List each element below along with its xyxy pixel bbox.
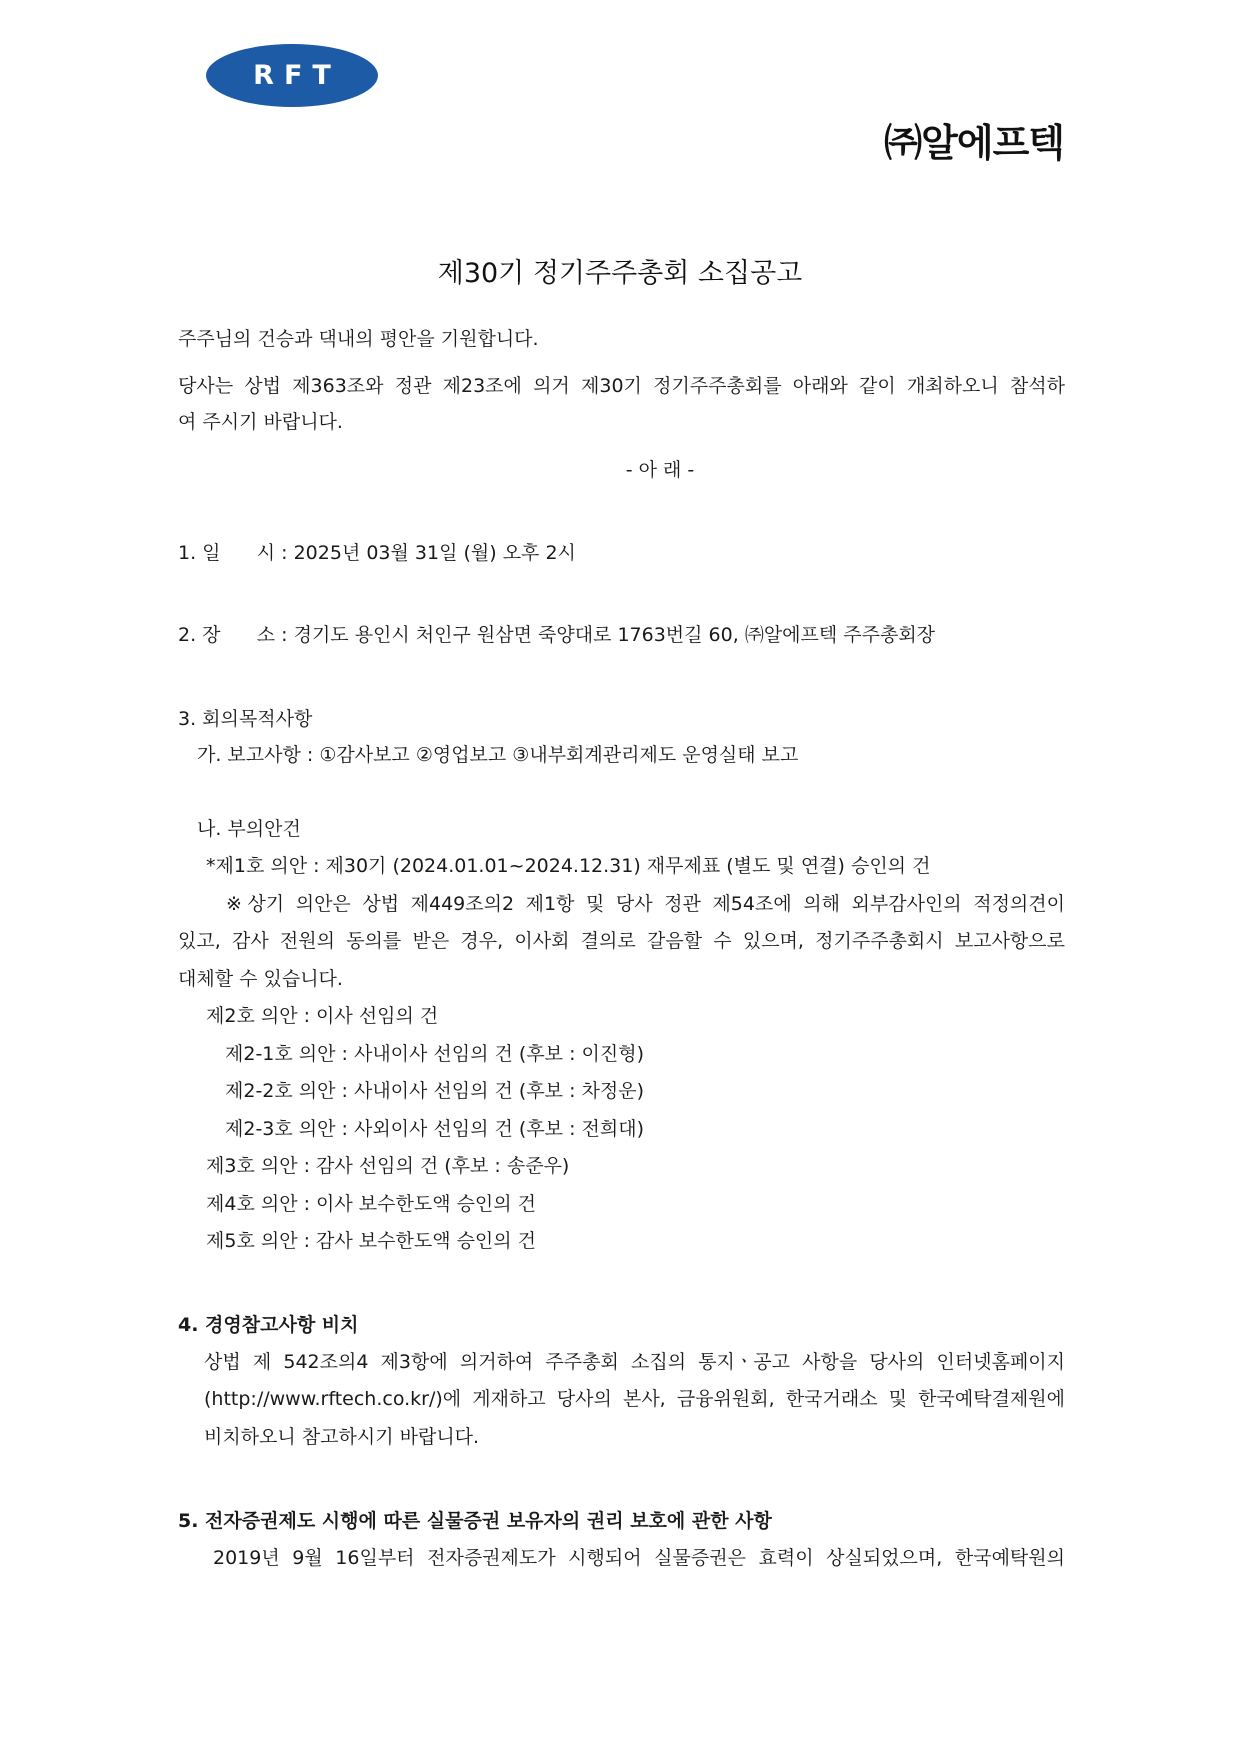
note-line-1: ※상기 의안은 상법 제449조의2 제1항 및 당사 정관 제54조에 의해 외부감사인의 적정의견이: [226, 893, 1065, 915]
item-date-value: 2025년 03월 31일 (월) 오후 2시: [293, 542, 576, 564]
reference-line-2: (http://www.rftech.co.kr/)에 게재하고 당사의 본사, 금융위원회, 한국거래소 및 한국예탁결제원에: [204, 1388, 1065, 1410]
esecurities-heading: 5. 전자증권제도 시행에 따른 실물증권 보유자의 권리 보호에 관한 사항: [178, 1510, 772, 1532]
item-date: [178, 540, 576, 566]
item-date-label: 1. 일 시 :: [178, 542, 294, 564]
agenda-1: *제1호 의안 : 제30기 (2024.01.01~2024.12.31) 재무제표 (별도 및 연결) 승인의 건: [206, 855, 931, 877]
report-items: 가. 보고사항 : ①감사보고 ②영업보고 ③내부회계관리제도 운영실태 보고: [197, 744, 799, 766]
agenda-5: 제5호 의안 : 감사 보수한도액 승인의 건: [206, 1230, 537, 1252]
notice-line-1: 당사는 상법 제363조와 정관 제23조에 의거 제30기 정기주주총회를 아래와 같이 개최하오니 참석하: [178, 375, 1065, 397]
below-marker: - 아 래 -: [625, 459, 695, 481]
notice-line-2: 여 주시기 바랍니다.: [178, 411, 343, 433]
agenda-2-1: 제2-1호 의안 : 사내이사 선임의 건 (후보 : 이진형): [225, 1043, 644, 1065]
agenda-4: 제4호 의안 : 이사 보수한도액 승인의 건: [206, 1193, 537, 1215]
agenda-2-3: 제2-3호 의안 : 사외이사 선임의 건 (후보 : 전희대): [225, 1118, 644, 1140]
note-line-2: 있고, 감사 전원의 동의를 받은 경우, 이사회 결의로 갈음할 수 있으며, 정기주주총회시 보고사항으로: [178, 930, 1065, 952]
item-place-value: 경기도 용인시 처인구 원삼면 죽양대로 1763번길 60, ㈜알에프텍 주주총회장: [293, 624, 936, 646]
item-place: [178, 622, 935, 648]
item-place-label: 2. 장 소 :: [178, 624, 294, 646]
reference-heading: 4. 경영참고사항 비치: [178, 1314, 359, 1336]
reference-line-3: 비치하오니 참고하시기 바랍니다.: [204, 1426, 480, 1448]
agenda-subheading: 나. 부의안건: [197, 818, 301, 840]
agenda-2: 제2호 의안 : 이사 선임의 건: [206, 1005, 439, 1027]
esecurities-line-1: 2019년 9월 16일부터 전자증권제도가 시행되어 실물증권은 효력이 상실되었으며, 한국예탁원의: [213, 1547, 1065, 1569]
reference-line-1: 상법 제 542조의4 제3항에 의거하여 주주총회 소집의 통지ㆍ공고 사항을 당사의 인터넷홈페이지: [204, 1351, 1065, 1373]
logo-text: RFT: [253, 60, 341, 91]
agenda-heading: 3. 회의목적사항: [178, 708, 313, 730]
rft-logo: [206, 44, 378, 107]
greeting: 주주님의 건승과 댁내의 평안을 기원합니다.: [178, 328, 539, 350]
note-line-3: 대체할 수 있습니다.: [178, 968, 343, 990]
company-name: ㈜알에프텍: [884, 121, 1064, 165]
agenda-3: 제3호 의안 : 감사 선임의 건 (후보 : 송준우): [206, 1155, 570, 1177]
page-title: 제30기 정기주주총회 소집공고: [437, 258, 803, 289]
agenda-2-2: 제2-2호 의안 : 사내이사 선임의 건 (후보 : 차정운): [225, 1080, 644, 1102]
